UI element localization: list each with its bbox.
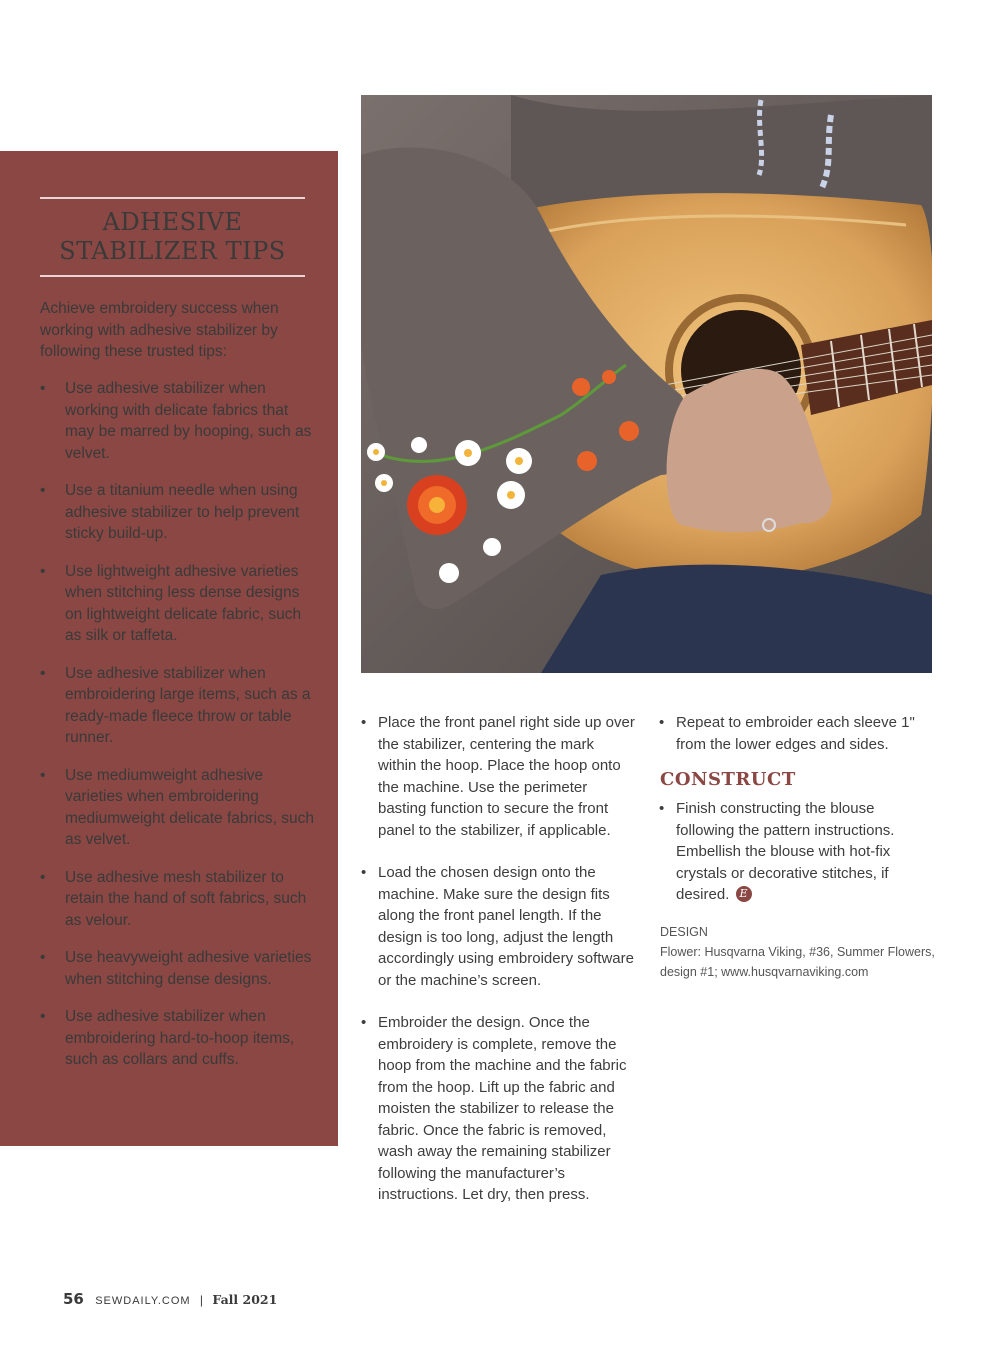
step-item xyxy=(361,712,636,841)
step-text: Embroider the design. Once the embroidery is complete, remove the hoop from the machine and the fabric from the hoop. Lift up the fabric and moisten the stabilizer to release the fabric. Once the fabric is removed, wash away the remaining stabilizer following the manufacturer’s instructions. Let dry, then press. xyxy=(378,1014,627,1203)
tip-text: Use adhesive stabilizer when embroidering large items, such as a ready-made fleece throw or table runner. xyxy=(65,664,311,746)
bullet: • xyxy=(361,1014,367,1031)
tip-item xyxy=(40,1006,315,1071)
tip-item xyxy=(40,480,315,545)
tip-text: Use adhesive stabilizer when embroidering hard-to-hoop items, such as collars and cuffs. xyxy=(65,1008,295,1068)
bullet: • xyxy=(361,714,367,731)
tip-item xyxy=(40,867,315,932)
tip-text: Use mediumweight adhesive varieties when embroidering mediumweight delicate fabrics, such as velvet. xyxy=(65,766,314,848)
footer-issue: Fall 2021 xyxy=(212,1292,278,1307)
tip-text: Use lightweight adhesive varieties when stitching less dense designs on lightweight delicate fabric, such as silk or taffeta. xyxy=(65,562,302,644)
bullet: • xyxy=(40,380,46,397)
credit-label: DESIGN xyxy=(660,925,708,939)
bullet: • xyxy=(40,482,46,499)
tip-text: Use a titanium needle when using adhesive stabilizer to help prevent sticky build-up. xyxy=(65,482,300,542)
sidebar-title-line2: STABILIZER TIPS xyxy=(59,237,286,265)
tip-text: Use heavyweight adhesive varieties when stitching dense designs. xyxy=(65,949,312,988)
sidebar-intro: Achieve embroidery success when working with adhesive stabilizer by following these trusted tips: xyxy=(40,300,279,360)
step-text: Place the front panel right side up over the stabilizer, centering the mark within the hoop. Place the hoop onto the machine. Use the perimeter basting function to secure the front panel to the stabilizer, if applicable. xyxy=(378,714,635,839)
tip-item xyxy=(40,378,315,464)
bullet: • xyxy=(40,868,46,886)
bullet: • xyxy=(40,766,46,784)
photo-illustration xyxy=(361,95,932,673)
sidebar-title xyxy=(40,208,305,266)
page-number: 56 xyxy=(63,1290,84,1308)
bullet: • xyxy=(659,800,665,817)
step-item xyxy=(659,798,934,906)
guitar-blouse-photo xyxy=(361,95,932,673)
step-item xyxy=(361,1012,636,1206)
tips-list xyxy=(40,378,315,1087)
sidebar-bottom-rule xyxy=(40,275,305,277)
step-text: Repeat to embroider each sleeve 1" from the lower edges and sides. xyxy=(676,714,915,753)
end-mark-icon: E xyxy=(736,886,752,902)
step-item xyxy=(361,862,636,991)
page-footer xyxy=(63,1290,277,1308)
footer-divider: | xyxy=(199,1293,204,1307)
bullet: • xyxy=(40,949,46,966)
sidebar-top-rule xyxy=(40,197,305,199)
bullet: • xyxy=(40,664,46,682)
bullet: • xyxy=(361,864,367,881)
step-text: Load the chosen design onto the machine. Make sure the design fits along the front panel length. If the design is too long, adjust the length accordingly using embroidery software or the machine’s screen. xyxy=(378,864,634,989)
tip-item xyxy=(40,561,315,647)
step-text: Finish constructing the blouse following the pattern instructions. Embellish the blouse with hot-fix crystals or decorative stitches, if desired. xyxy=(676,800,895,903)
tip-item xyxy=(40,663,315,749)
tip-text: Use adhesive mesh stabilizer to retain the hand of soft fabrics, such as velour. xyxy=(65,868,307,929)
construct-heading: CONSTRUCT xyxy=(660,769,796,790)
step-item xyxy=(659,712,934,755)
footer-site: SEWDAILY.COM xyxy=(95,1295,191,1307)
sidebar-title-line1: ADHESIVE xyxy=(102,208,243,236)
tip-text: Use adhesive stabilizer when working with delicate fabrics that may be marred by hooping, such as velvet. xyxy=(65,380,312,462)
bullet: • xyxy=(40,562,46,580)
instructions-column-1 xyxy=(361,712,636,1206)
credit-text: Flower: Husqvarna Viking, #36, Summer Flowers, design #1; www.husqvarnaviking.com xyxy=(660,945,935,979)
instructions-column-2 xyxy=(659,712,934,755)
design-credit xyxy=(660,922,940,982)
construct-section xyxy=(659,798,934,906)
tip-item xyxy=(40,765,315,851)
bullet: • xyxy=(659,714,665,731)
bullet: • xyxy=(40,1008,46,1025)
tip-item xyxy=(40,947,315,990)
